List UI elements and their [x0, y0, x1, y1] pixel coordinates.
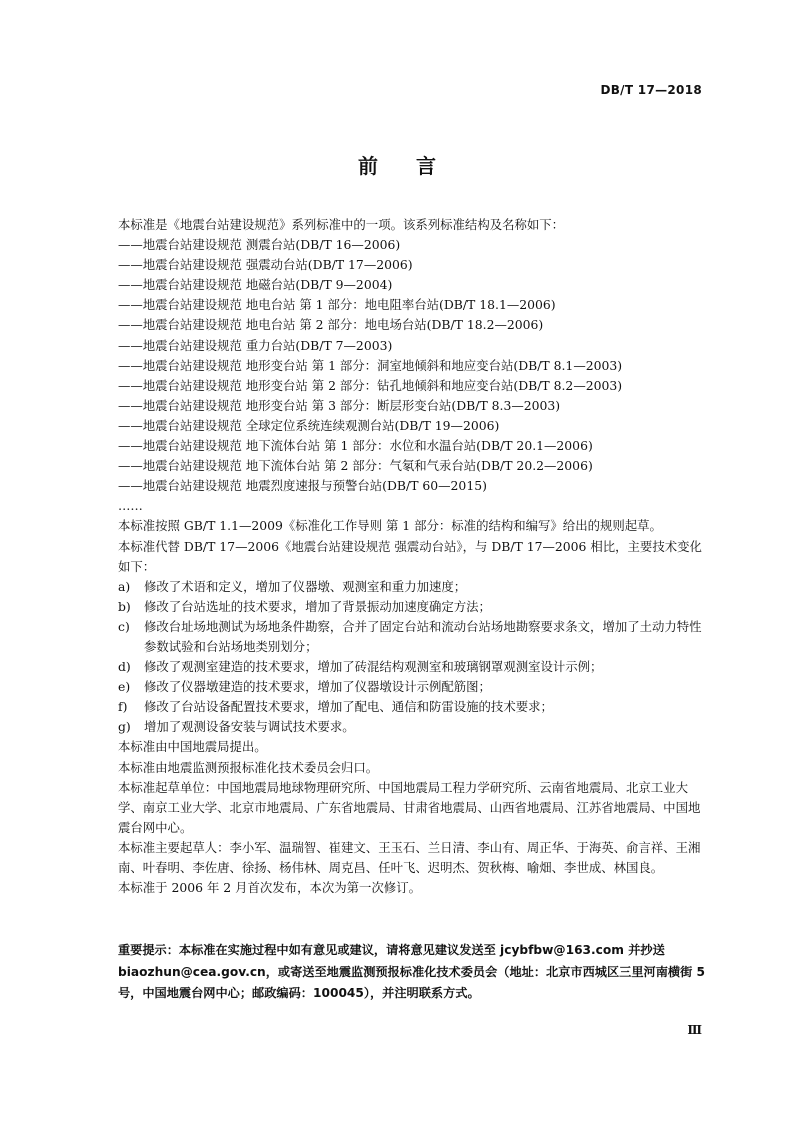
- change-text: 修改了仪器墩建造的技术要求，增加了仪器墩设计示例配筋图；: [144, 679, 491, 695]
- series-item: ——地震台站建设规范 地电台站 第 1 部分：地电阻率台站(DB/T 18.1—2006): [118, 297, 556, 313]
- drafting-rule-paragraph: 本标准按照 GB/T 1.1—2009《标准化工作导则 第 1 部分：标准的结构和编写》给出的规则起草。: [118, 518, 662, 534]
- foreword-body: [118, 215, 708, 898]
- history-paragraph: 本标准于 2006 年 2 月首次发布，本次为第一次修订。: [118, 880, 421, 896]
- series-item: ——地震台站建设规范 地震烈度速报与预警台站(DB/T 60—2015): [118, 478, 487, 494]
- change-marker: a): [118, 578, 131, 594]
- change-text: 修改了观测室建造的技术要求，增加了砖混结构观测室和玻璃钢罩观测室设计示例；: [144, 659, 603, 675]
- change-text: 修改了术语和定义，增加了仪器墩、观测室和重力加速度；: [144, 578, 467, 594]
- centralizer-paragraph: 本标准由地震监测预报标准化技术委员会归口。: [118, 759, 379, 775]
- series-item: ——地震台站建设规范 重力台站(DB/T 7—2003): [118, 337, 393, 353]
- change-marker: g): [118, 719, 131, 735]
- change-text: 修改了台站设备配置技术要求，增加了配电、通信和防雷设施的技术要求；: [144, 699, 553, 715]
- title-char-2: 言: [416, 154, 436, 178]
- important-notice: 重要提示：本标准在实施过程中如有意见或建议，请将意见建议发送至 jcybfbw@163.com 并抄送 biaozhun@cea.gov.cn，或寄送至地震监测预报标准化技术委员会（地址：北京市西城区三里河南横街 5 号，中国地震台网中心；邮政编码：100045），并注明联系方式。: [118, 943, 706, 1000]
- change-item: [118, 677, 708, 697]
- change-marker: b): [118, 598, 131, 614]
- series-item: ——地震台站建设规范 地形变台站 第 2 部分：钻孔地倾斜和地应变台站(DB/T 8.2—2003): [118, 377, 623, 393]
- series-item: ——地震台站建设规范 地磁台站(DB/T 9—2004): [118, 277, 393, 293]
- page-title: [0, 150, 794, 179]
- change-item: [118, 717, 708, 737]
- page-number: Ⅲ: [687, 1023, 702, 1037]
- intro-paragraph: 本标准是《地震台站建设规范》系列标准中的一项。该系列标准结构及名称如下：: [118, 217, 565, 232]
- change-marker: f): [118, 699, 128, 715]
- change-marker: e): [118, 679, 131, 695]
- changes-list: [118, 577, 708, 738]
- series-item: ——地震台站建设规范 地下流体台站 第 1 部分：水位和水温台站(DB/T 20.1—2006): [118, 438, 593, 454]
- series-item: ——地震台站建设规范 地下流体台站 第 2 部分：气氡和气汞台站(DB/T 20.2—2006): [118, 458, 593, 474]
- change-text: 修改了台站选址的技术要求，增加了背景振动加速度确定方法；: [144, 598, 491, 614]
- ellipsis: ……: [118, 498, 143, 514]
- change-item: [118, 657, 708, 677]
- series-item: ——地震台站建设规范 强震动台站(DB/T 17—2006): [118, 257, 413, 273]
- change-marker: d): [118, 659, 131, 675]
- series-item: ——地震台站建设规范 地形变台站 第 1 部分：洞室地倾斜和地应变台站(DB/T 8.1—2003): [118, 357, 623, 373]
- series-list: [118, 235, 708, 516]
- series-item: ——地震台站建设规范 全球定位系统连续观测台站(DB/T 19—2006): [118, 417, 500, 433]
- series-item: ——地震台站建设规范 地电台站 第 2 部分：地电场台站(DB/T 18.2—2006): [118, 317, 544, 333]
- drafting-units-paragraph: 本标准起草单位：中国地震局地球物理研究所、中国地震局工程力学研究所、云南省地震局、北京工业大学、南京工业大学、北京市地震局、广东省地震局、甘肃省地震局、山西省地震局、江苏省地震局、中国地震台网中心。: [118, 779, 701, 835]
- change-text: 修改台址场地测试为场地条件勘察，合并了固定台站和流动台站场地勘察要求条文，增加了土动力特性参数试验和台站场地类别划分；: [144, 618, 702, 654]
- change-marker: c): [118, 618, 130, 634]
- proposer-paragraph: 本标准由中国地震局提出。: [118, 739, 267, 755]
- series-item: ——地震台站建设规范 地形变台站 第 3 部分：断层形变台站(DB/T 8.3—2003): [118, 397, 561, 413]
- drafters-paragraph: 本标准主要起草人：李小军、温瑞智、崔建文、王玉石、兰日清、李山有、周正华、于海英、俞言祥、王湘南、叶春明、李佐唐、徐扬、杨伟林、周克昌、任叶飞、迟明杰、贺秋梅、喻畑、李世成、林国良。: [118, 839, 701, 875]
- change-text: 增加了观测设备安装与调试技术要求。: [144, 719, 355, 735]
- replace-note-paragraph: 本标准代替 DB/T 17—2006《地震台站建设规范 强震动台站》，与 DB/T 17—2006 相比，主要技术变化如下：: [118, 538, 702, 574]
- change-item: [118, 697, 708, 717]
- title-char-1: 前: [358, 154, 378, 178]
- change-item: [118, 597, 708, 617]
- change-item: [118, 577, 708, 597]
- document-code: DB/T 17—2018: [600, 83, 702, 97]
- series-item: ——地震台站建设规范 测震台站(DB/T 16—2006): [118, 237, 401, 253]
- change-item: [118, 617, 708, 657]
